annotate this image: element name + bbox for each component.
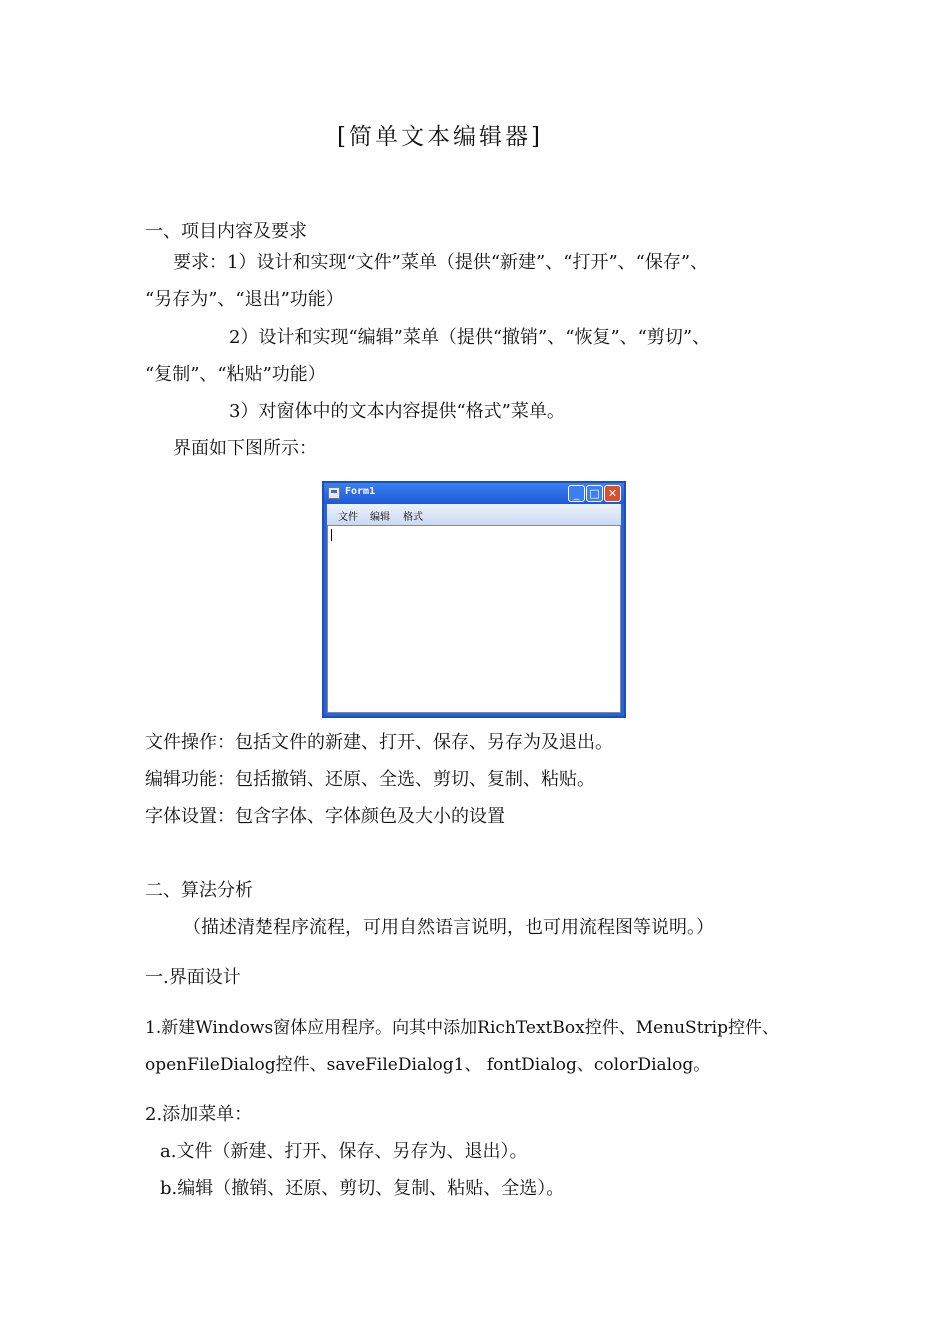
step-2-item-a: a.文件（新建、打开、保存、另存为、退出）。 xyxy=(160,1141,528,1162)
rich-text-area xyxy=(327,525,621,713)
interface-design-heading: 一.界面设计 xyxy=(145,967,241,988)
interface-caption: 界面如下图所示： xyxy=(173,438,317,459)
document-title: [简单文本编辑器] xyxy=(337,124,543,150)
text-caret xyxy=(331,529,332,541)
requirement-2-line-2: “复制”、“粘贴”功能） xyxy=(145,364,326,385)
app-icon xyxy=(328,487,340,499)
close-icon: ✕ xyxy=(604,485,621,502)
requirement-1-line-2: “另存为”、“退出”功能） xyxy=(145,289,344,310)
section2-note: （描述清楚程序流程，可用自然语言说明，也可用流程图等说明。） xyxy=(183,917,714,938)
form-menubar xyxy=(327,504,621,525)
feature-font-settings: 字体设置：包含字体、字体颜色及大小的设置 xyxy=(145,806,505,827)
form1-screenshot xyxy=(322,481,626,718)
step-1-line-1: 1.新建Windows窗体应用程序。向其中添加RichTextBox控件、MenuStrip控件、 xyxy=(145,1018,779,1038)
menu-file: 文件 xyxy=(338,512,358,523)
requirement-3: 3）对窗体中的文本内容提供“格式”菜单。 xyxy=(229,401,565,422)
section1-heading: 一、项目内容及要求 xyxy=(145,221,307,242)
form-titlebar xyxy=(324,483,624,504)
feature-edit-functions: 编辑功能：包括撤销、还原、全选、剪切、复制、粘贴。 xyxy=(145,769,595,790)
step-2-item-b: b.编辑（撤销、还原、剪切、复制、粘贴、全选）。 xyxy=(160,1178,565,1199)
requirement-2-line-1: 2）设计和实现“编辑”菜单（提供“撤销”、“恢复”、“剪切”、 xyxy=(229,327,711,348)
feature-file-operations: 文件操作：包括文件的新建、打开、保存、另存为及退出。 xyxy=(145,732,613,753)
step-2-heading: 2.添加菜单： xyxy=(145,1104,253,1125)
maximize-icon: □ xyxy=(586,485,603,502)
minimize-icon: _ xyxy=(568,485,585,502)
requirement-1-line-1: 要求：1）设计和实现“文件”菜单（提供“新建”、“打开”、“保存”、 xyxy=(173,252,709,273)
form-title: Form1 xyxy=(345,486,376,497)
menu-format: 格式 xyxy=(403,512,423,523)
section2-heading: 二、算法分析 xyxy=(145,880,253,901)
step-1-line-2: openFileDialog控件、saveFileDialog1、 fontDialog、colorDialog。 xyxy=(145,1055,711,1075)
menu-edit: 编辑 xyxy=(370,512,390,523)
